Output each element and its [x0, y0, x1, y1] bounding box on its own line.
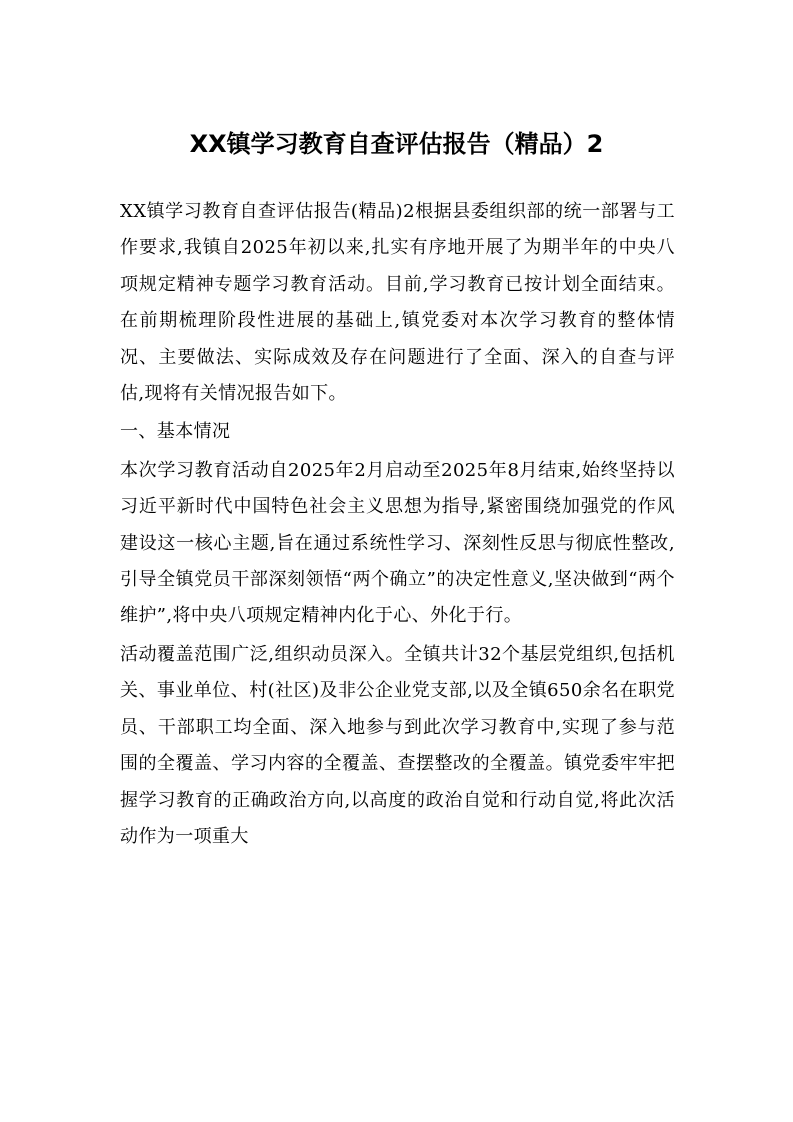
document-body	[120, 194, 675, 855]
body-paragraph: 本次学习教育活动自2025年2月启动至2025年8月结束,始终坚持以习近平新时代中国特色社会主义思想为指导,紧密围绕加强党的作风建设这一核心主题,旨在通过系统性学习、深刻性反思与彻底性整改,引导全镇党员干部深刻领悟“两个确立”的决定性意义,坚决做到“两个维护”,将中央八项规定精神内化于心、外化于行。	[120, 459, 675, 627]
body-paragraph: 活动覆盖范围广泛,组织动员深入。全镇共计32个基层党组织,包括机关、事业单位、村(社区)及非公企业党支部,以及全镇650余名在职党员、干部职工均全面、深入地参与到此次学习教育中,实现了参与范围的全覆盖、学习内容的全覆盖、查摆整改的全覆盖。镇党委牢牢把握学习教育的正确政治方向,以高度的政治自觉和行动自觉,将此次活动作为一项重大	[120, 643, 675, 847]
document-title: XX镇学习教育自查评估报告（精品）2	[189, 130, 604, 158]
section-heading-basic-situation: 一、基本情况	[120, 421, 231, 443]
intro-paragraph: XX镇学习教育自查评估报告(精品)2根据县委组织部的统一部署与工作要求,我镇自2025年初以来,扎实有序地开展了为期半年的中央八项规定精神专题学习教育活动。目前,学习教育已按计划全面结束。在前期梳理阶段性进展的基础上,镇党委对本次学习教育的整体情况、主要做法、实际成效及存在问题进行了全面、深入的自查与评估,现将有关情况报告如下。	[120, 201, 675, 405]
